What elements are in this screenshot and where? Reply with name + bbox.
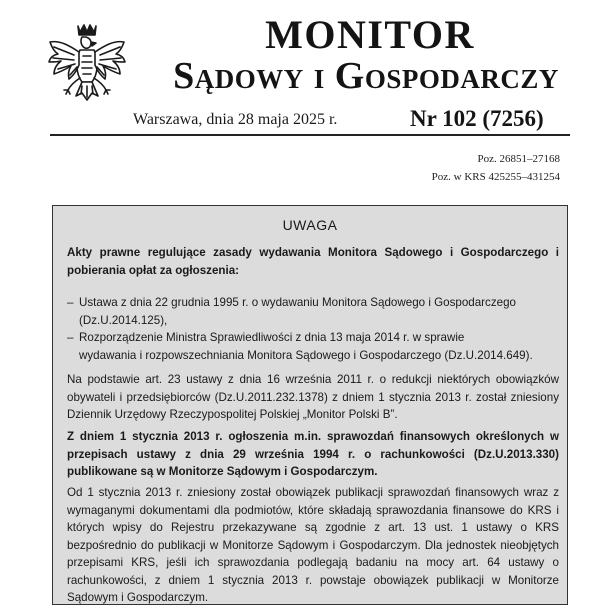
list-dash: – xyxy=(67,331,74,344)
position-range xyxy=(310,150,560,186)
masthead-divider xyxy=(50,134,570,136)
position-range-krs: Poz. w KRS 425255–431254 xyxy=(431,171,560,183)
notice-paragraph: Od 1 stycznia 2013 r. zniesiony został obowiązek publikacji sprawozdań finansowych wraz z wymaganymi dokumentami dla podmiotów, które składają sprawozdania finansowe do KRS i których wpisy do Rejestru przekazywane są zgodnie z art. 13 ust. 1 ustawy o KRS bezpośrednio do publikacji w Monitorze Sądowym i Gospodarczym. Dla jednostek nieobjętych przepisami KRS, jeśli ich sprawozdania podlegają badaniu na mocy art. 64 ustawy o rachunkowości, z dniem 1 stycznia 2013 r. powstaje obowiązek publikacji w Monitorze Sądowym i Gospodarczym. xyxy=(67,486,559,604)
crowned-eagle-emblem-icon xyxy=(44,20,130,116)
masthead-subtitle: Sądowy i Gospodarczy xyxy=(173,55,559,97)
list-dash: – xyxy=(67,296,74,309)
position-range-main: Poz. 26851–27168 xyxy=(477,153,560,165)
notice-box xyxy=(52,205,568,605)
issue-dateline: Warszawa, dnia 28 maja 2025 r. xyxy=(133,111,338,128)
list-item-first-line: Ustawa z dnia 22 grudnia 1995 r. o wydawaniu Monitora Sądowego i Gospodarczego xyxy=(79,296,516,309)
list-item-continuation: wydawania i rozpowszechniania Monitora Sądowego i Gospodarczego (Dz.U.2014.649). xyxy=(79,348,533,362)
notice-paragraph: Na podstawie art. 23 ustawy z dnia 16 września 2011 r. o redukcji niektórych obowiązków obywateli i przedsiębiorców (Dz.U.2011.232.1378) z dniem 1 stycznia 2013 r. został zniesiony Dziennik Urzędowy Rzeczypospolitej Polskiej „Monitor Polski B”. xyxy=(67,373,559,421)
list-item xyxy=(67,294,559,329)
notice-paragraph-bold: Z dniem 1 stycznia 2013 r. ogłoszenia m.in. sprawozdań finansowych określonych w przepisach ustawy z dnia 29 września 1994 r. o rachunkowości (Dz.U.2013.330) publikowane są w Monitorze Sądowym i Gospodarczym. xyxy=(67,430,559,478)
issue-number: Nr 102 (7256) xyxy=(410,106,544,131)
list-item-continuation: (Dz.U.2014.125), xyxy=(79,313,168,327)
masthead-title: MONITOR xyxy=(265,12,475,57)
list-item xyxy=(67,329,559,364)
notice-title: UWAGA xyxy=(282,217,338,233)
notice-intro: Akty prawne regulujące zasady wydawania Monitora Sądowego i Gospodarczego i pobierania opłat za ogłoszenia: xyxy=(67,246,559,277)
list-item-first-line: Rozporządzenie Ministra Sprawiedliwości z dnia 13 maja 2014 r. w sprawie xyxy=(79,331,465,344)
